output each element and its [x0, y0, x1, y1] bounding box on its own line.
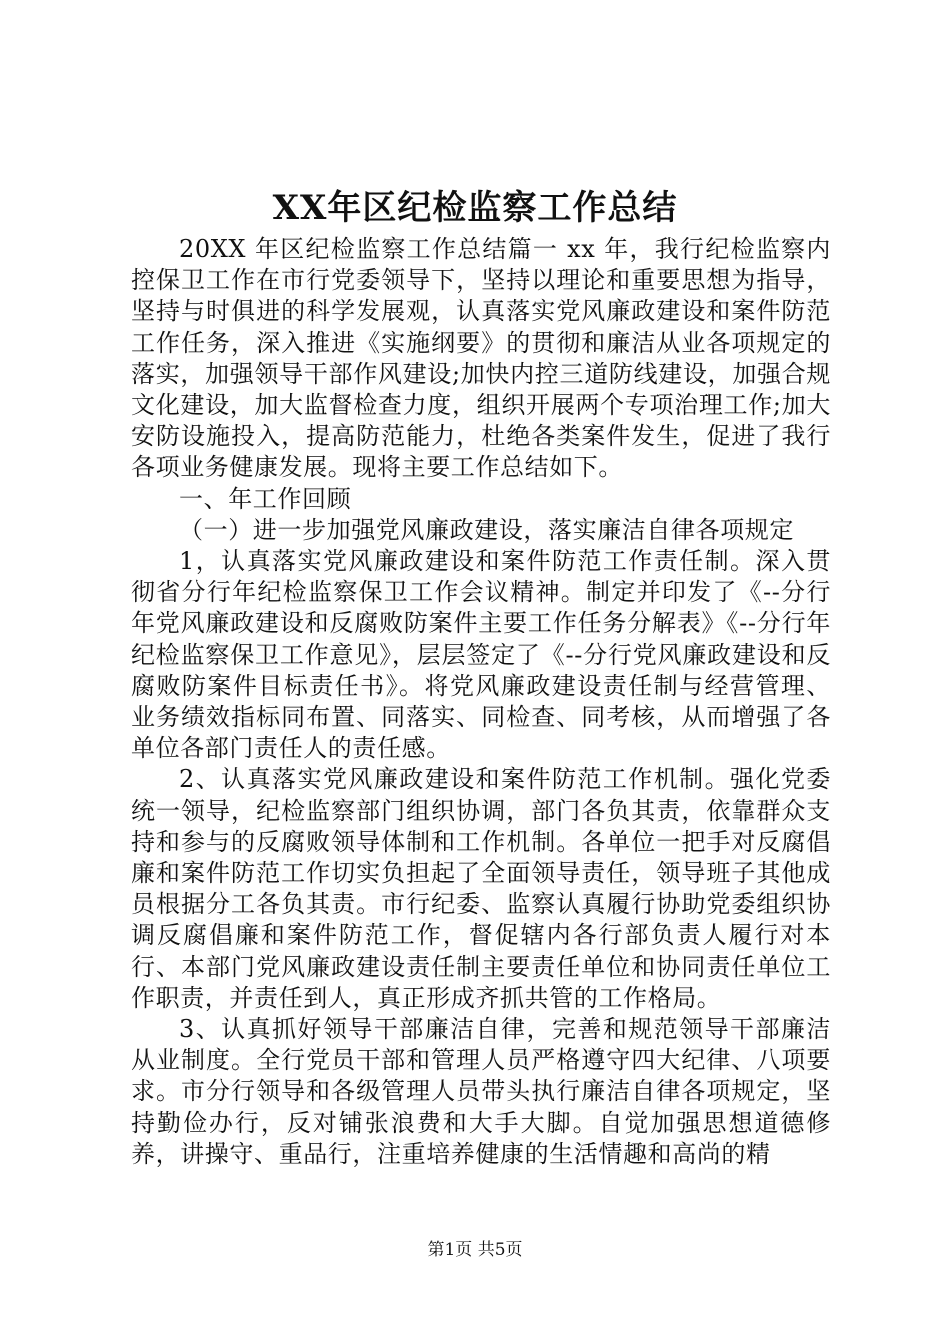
paragraph-item-3: 3、认真抓好领导干部廉洁自律，完善和规范领导干部廉洁从业制度。全行党员干部和管理人员严格遵守四大纪律、八项要求。市分行领导和各级管理人员带头执行廉洁自律各项规定，坚持勤俭办行，反对铺张浪费和大手大脚。自觉加强思想道德修养，讲操守、重品行，注重培养健康的生活情趣和高尚的精	[131, 1015, 831, 1168]
document-body	[131, 234, 831, 1170]
page-footer: 第1页 共5页	[427, 1240, 523, 1260]
section-heading: 一、年工作回顾	[179, 484, 352, 513]
paragraph-intro: 20XX 年区纪检监察工作总结篇一 xx 年，我行纪检监察内控保卫工作在市行党委领导下，坚持以理论和重要思想为指导，坚持与时俱进的科学发展观，认真落实党风廉政建设和案件防范工作任务，深入推进《实施纲要》的贯彻和廉洁从业各项规定的落实，加强领导干部作风建设;加快内控三道防线建设，加强合规文化建设，加大监督检查力度，组织开展两个专项治理工作;加大安防设施投入，提高防范能力，杜绝各类案件发生，促进了我行各项业务健康发展。现将主要工作总结如下。	[131, 235, 831, 482]
document-title: XX年区纪检监察工作总结	[272, 188, 678, 228]
subsection-heading: （一）进一步加强党风廉政建设，落实廉洁自律各项规定	[179, 515, 794, 544]
paragraph-item-1: 1，认真落实党风廉政建设和案件防范工作责任制。深入贯彻省分行年纪检监察保卫工作会议精神。制定并印发了《--分行年党风廉政建设和反腐败防案件主要工作任务分解表》《--分行年纪检监察保卫工作意见》，层层签定了《--分行党风廉政建设和反腐败防案件目标责任书》。将党风廉政建设责任制与经营管理、业务绩效指标同布置、同落实、同检查、同考核，从而增强了各单位各部门责任人的责任感。	[131, 547, 831, 763]
paragraph-item-2: 2、认真落实党风廉政建设和案件防范工作机制。强化党委统一领导，纪检监察部门组织协调，部门各负其责，依靠群众支持和参与的反腐败领导体制和工作机制。各单位一把手对反腐倡廉和案件防范工作切实负担起了全面领导责任，领导班子其他成员根据分工各负其责。市行纪委、监察认真履行协助党委组织协调反腐倡廉和案件防范工作，督促辖内各行部负责人履行对本行、本部门党风廉政建设责任制主要责任单位和协同责任单位工作职责，并责任到人，真正形成齐抓共管的工作格局。	[131, 765, 831, 1012]
